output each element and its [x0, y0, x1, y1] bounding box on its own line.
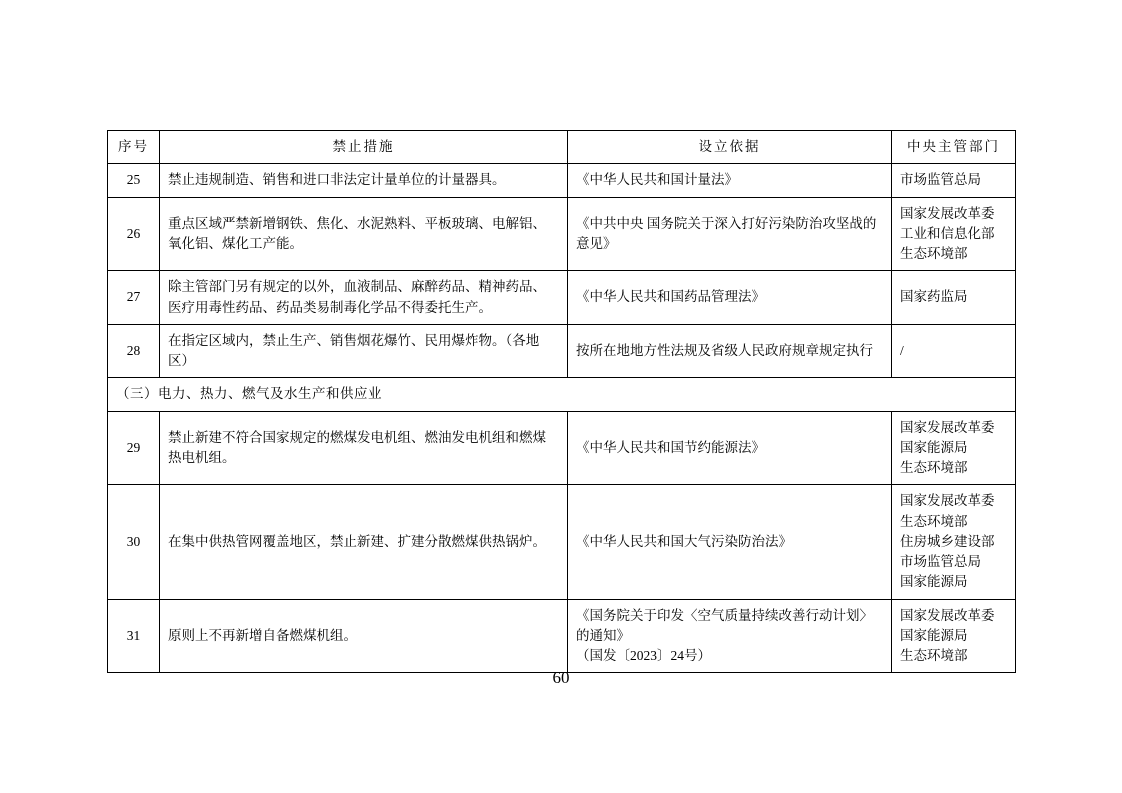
cell-department — [892, 271, 1016, 325]
measure-text: 除主管部门另有规定的以外，血液制品、麻醉药品、精神药品、医疗用毒性药品、药品类易制毒化学品不得委托生产。 — [168, 279, 546, 315]
cell-sequence: 31 — [108, 599, 160, 673]
cell-department — [892, 324, 1016, 378]
table-row — [108, 485, 1016, 599]
measure-text: 在集中供热管网覆盖地区，禁止新建、扩建分散燃煤供热锅炉。 — [168, 533, 546, 549]
basis-line: 《中华人民共和国大气污染防治法》 — [576, 533, 792, 549]
page-number: 60 — [552, 668, 570, 687]
measure-text: 禁止新建不符合国家规定的燃煤发电机组、燃油发电机组和燃煤热电机组。 — [168, 429, 546, 465]
cell-department — [892, 485, 1016, 599]
cell-sequence: 27 — [108, 271, 160, 325]
department-line: 住房城乡建设部 — [900, 533, 995, 549]
department-line: 国家能源局 — [900, 574, 968, 590]
table-row — [108, 271, 1016, 325]
department-line: 国家药监局 — [900, 289, 968, 305]
department-line: 国家发展改革委 — [900, 205, 995, 221]
cell-department — [892, 411, 1016, 485]
cell-department — [892, 164, 1016, 197]
cell-measure — [160, 197, 568, 271]
cell-measure — [160, 411, 568, 485]
department-line: 生态环境部 — [900, 246, 968, 261]
cell-sequence: 25 — [108, 164, 160, 197]
cell-sequence: 30 — [108, 485, 160, 599]
cell-basis — [568, 164, 892, 197]
cell-sequence: 29 — [108, 411, 160, 485]
department-line: 市场监管总局 — [900, 172, 981, 188]
department-line: 市场监管总局 — [900, 554, 981, 569]
cell-measure — [160, 271, 568, 325]
cell-sequence: 28 — [108, 324, 160, 378]
department-line: 生态环境部 — [900, 460, 968, 475]
cell-basis — [568, 599, 892, 673]
department-line: 国家发展改革委 — [900, 607, 995, 623]
table-row — [108, 599, 1016, 673]
measure-text: 禁止违规制造、销售和进口非法定计量单位的计量器具。 — [168, 172, 506, 188]
cell-basis — [568, 411, 892, 485]
department-line: 生态环境部 — [900, 513, 968, 529]
column-header-measure: 禁止措施 — [160, 131, 568, 164]
basis-line: 《中华人民共和国计量法》 — [576, 172, 738, 188]
cell-basis — [568, 197, 892, 271]
basis-line: （国发〔2023〕24号） — [576, 648, 711, 663]
department-line: 国家能源局 — [900, 627, 968, 643]
table-body — [108, 164, 1016, 673]
table-row — [108, 164, 1016, 197]
measure-text: 原则上不再新增自备燃煤机组。 — [168, 627, 357, 643]
prohibition-measures-table-wrapper — [107, 130, 1015, 673]
cell-basis — [568, 271, 892, 325]
prohibition-measures-table — [107, 130, 1016, 673]
cell-measure — [160, 599, 568, 673]
department-line: / — [900, 342, 904, 358]
basis-line: 按所在地地方性法规及省级人民政府规章规定执行 — [576, 342, 873, 358]
column-header-basis: 设立依据 — [568, 131, 892, 164]
section-title: （三）电力、热力、燃气及水生产和供应业 — [108, 378, 1016, 411]
table-row — [108, 324, 1016, 378]
department-line: 国家发展改革委 — [900, 419, 995, 435]
basis-line: 《国务院关于印发〈空气质量持续改善行动计划〉的通知》 — [576, 607, 873, 643]
column-header-sequence: 序号 — [108, 131, 160, 164]
table-header — [108, 131, 1016, 164]
measure-text: 在指定区域内，禁止生产、销售烟花爆竹、民用爆炸物。（各地区） — [168, 332, 540, 368]
department-line: 国家能源局 — [900, 439, 968, 455]
cell-basis — [568, 485, 892, 599]
column-header-department: 中央主管部门 — [892, 131, 1016, 164]
table-row — [108, 197, 1016, 271]
department-line: 生态环境部 — [900, 648, 968, 663]
cell-department — [892, 599, 1016, 673]
measure-text: 重点区域严禁新增钢铁、焦化、水泥熟料、平板玻璃、电解铝、氧化铝、煤化工产能。 — [168, 215, 546, 251]
basis-line: 《中华人民共和国药品管理法》 — [576, 289, 765, 305]
cell-measure — [160, 485, 568, 599]
basis-line: 《中华人民共和国节约能源法》 — [576, 439, 765, 455]
table-header-row — [108, 131, 1016, 164]
basis-line: 《中共中央 国务院关于深入打好污染防治攻坚战的意见》 — [576, 215, 877, 251]
table-row — [108, 411, 1016, 485]
department-line: 国家发展改革委 — [900, 493, 995, 509]
cell-basis — [568, 324, 892, 378]
cell-department — [892, 197, 1016, 271]
table-section-row — [108, 378, 1016, 411]
cell-measure — [160, 324, 568, 378]
cell-measure — [160, 164, 568, 197]
department-line: 工业和信息化部 — [900, 225, 995, 241]
cell-sequence: 26 — [108, 197, 160, 271]
